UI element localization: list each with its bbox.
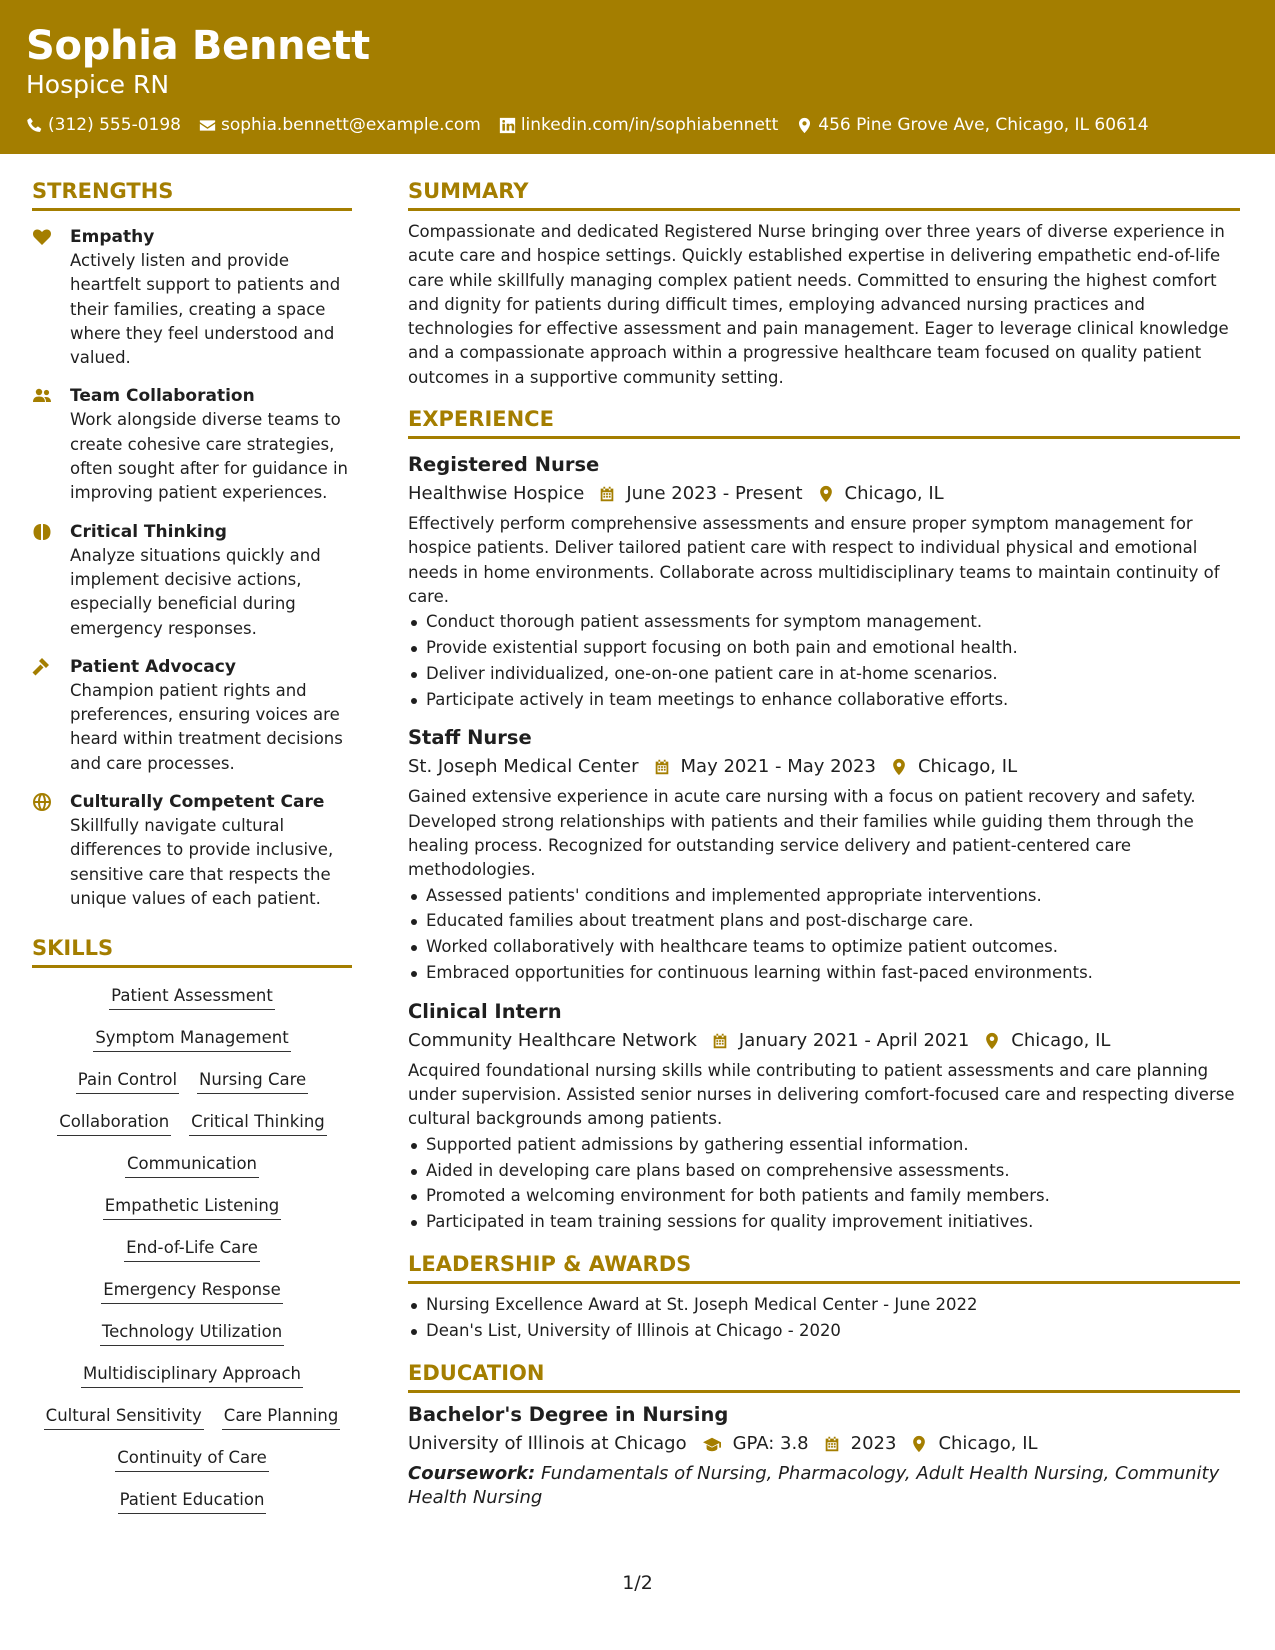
strength-desc: Champion patient rights and preferences, ensuring voices are heard within treatment decisions and care processes.: [70, 680, 343, 773]
location-pin-icon: [817, 485, 835, 503]
strength-desc: Skillfully navigate cultural differences to provide inclusive, sensitive care that respects the unique values of each patient.: [70, 816, 334, 908]
job-company: Healthwise Hospice: [408, 483, 585, 505]
job-bullet: Embraced opportunities for continuous learning within fast-paced environments.: [408, 960, 1240, 986]
job-description: Acquired foundational nursing skills while contributing to patient assessments and care planning under supervision. Assisted senior nurses in delivering comfort-focused care and respecting diverse cultural backgrounds among patients.: [408, 1060, 1235, 1129]
strength-item: [32, 655, 352, 776]
strength-title: Empathy: [70, 227, 155, 247]
job-company: St. Joseph Medical Center: [408, 756, 639, 778]
job-entry: [408, 451, 1240, 712]
users-icon: [32, 386, 52, 406]
job-location: Chicago, IL: [917, 756, 1018, 778]
grad-year: 2023: [850, 1432, 897, 1454]
job-bullet: Supported patient admissions by gathering essential information.: [408, 1132, 1240, 1158]
job-dates: January 2021 - April 2021: [738, 1029, 970, 1051]
skill-tag: Patient Education: [118, 1489, 267, 1514]
job-description: Gained extensive experience in acute care nursing with a focus on patient recovery and safety. Developed strong relationships with patients and their families while guiding them through the healing process. Recognized for outstanding service delivery and patient-centered care methodologies.: [408, 787, 1196, 880]
skill-tag: Multidisciplinary Approach: [81, 1363, 303, 1388]
award-item: Nursing Excellence Award at St. Joseph Medical Center - June 2022: [408, 1292, 1240, 1318]
job-bullets: [408, 1132, 1240, 1235]
strength-desc: Actively listen and provide heartfelt support to patients and their families, creating a space where they feel understood and valued.: [70, 251, 341, 368]
job-meta: [408, 479, 1240, 509]
skill-tag: End-of-Life Care: [124, 1237, 260, 1262]
contact-email[interactable]: [199, 114, 481, 136]
experience-heading: EXPERIENCE: [408, 406, 1240, 439]
skill-tag: Collaboration: [57, 1111, 171, 1136]
strength-desc: Analyze situations quickly and implement decisive actions, especially beneficial during emergency responses.: [70, 545, 321, 638]
job-bullet: Provide existential support focusing on both pain and emotional health.: [408, 635, 1240, 661]
heart-icon: [32, 227, 52, 247]
skill-tag: Continuity of Care: [115, 1447, 268, 1472]
address-text: 456 Pine Grove Ave, Chicago, IL 60614: [818, 115, 1149, 135]
page-number: 1/2: [622, 1572, 653, 1594]
gavel-icon: [32, 657, 52, 677]
location-pin-icon: [796, 117, 813, 134]
strength-title: Culturally Competent Care: [70, 792, 325, 813]
education-heading: EDUCATION: [408, 1360, 1240, 1393]
strength-item: [32, 225, 352, 370]
graduation-cap-icon: [701, 1435, 723, 1453]
skills-list: [32, 985, 352, 1514]
job-bullet: Participated in team training sessions for quality improvement initiatives.: [408, 1209, 1240, 1235]
right-column: [408, 178, 1240, 1510]
calendar-icon: [823, 1435, 841, 1453]
skill-tag: Technology Utilization: [100, 1321, 284, 1346]
job-bullet: Conduct thorough patient assessments for symptom management.: [408, 609, 1240, 635]
skills-heading: SKILLS: [32, 935, 352, 968]
calendar-icon: [653, 758, 671, 776]
linkedin-icon: [499, 117, 516, 134]
phone-text: (312) 555-0198: [48, 115, 181, 135]
strength-item: [32, 520, 352, 641]
brain-icon: [32, 522, 52, 542]
skill-tag: Empathetic Listening: [103, 1195, 282, 1220]
award-item: Dean's List, University of Illinois at Chicago - 2020: [408, 1318, 1240, 1344]
candidate-role: Hospice RN: [26, 70, 170, 99]
job-location: Chicago, IL: [1011, 1029, 1111, 1051]
education-entry: [408, 1401, 1240, 1510]
candidate-name: Sophia Bennett: [26, 23, 370, 69]
job-bullet: Educated families about treatment plans and post-discharge care.: [408, 908, 1240, 934]
job-company: Community Healthcare Network: [408, 1029, 697, 1051]
skill-tag: Symptom Management: [93, 1027, 290, 1052]
left-column: [32, 178, 352, 1514]
job-bullets: [408, 883, 1240, 986]
skill-tag: Cultural Sensitivity: [44, 1405, 204, 1430]
job-dates: June 2023 - Present: [626, 483, 803, 505]
job-bullets: [408, 609, 1240, 712]
degree-title: Bachelor's Degree in Nursing: [408, 1402, 729, 1426]
linkedin-text: linkedin.com/in/sophiabennett: [520, 115, 779, 135]
strength-desc: Work alongside diverse teams to create cohesive care strategies, often sought after for guidance in improving patient experiences.: [70, 410, 349, 503]
job-bullet: Aided in developing care plans based on comprehensive assessments.: [408, 1158, 1240, 1184]
awards-heading: LEADERSHIP & AWARDS: [408, 1251, 1240, 1284]
job-entry: [408, 724, 1240, 985]
job-bullet: Promoted a welcoming environment for both patients and family members.: [408, 1183, 1240, 1209]
job-bullet: Deliver individualized, one-on-one patient care in at-home scenarios.: [408, 661, 1240, 687]
skill-tag: Emergency Response: [101, 1279, 283, 1304]
job-title: Staff Nurse: [408, 726, 532, 750]
job-location: Chicago, IL: [844, 483, 944, 505]
contact-linkedin[interactable]: [499, 114, 778, 136]
contact-bar: [26, 114, 1249, 136]
contact-address: [796, 114, 1148, 136]
contact-phone[interactable]: [26, 114, 181, 136]
location-pin-icon: [890, 758, 908, 776]
resume-header: [0, 0, 1275, 154]
strength-title: Patient Advocacy: [70, 656, 236, 677]
skill-tag: Patient Assessment: [109, 985, 275, 1010]
globe-icon: [32, 792, 52, 812]
job-bullet: Worked collaboratively with healthcare teams to optimize patient outcomes.: [408, 934, 1240, 960]
strength-title: Critical Thinking: [70, 521, 227, 542]
skill-tag: Care Planning: [222, 1405, 341, 1430]
skill-tag: Critical Thinking: [189, 1111, 327, 1136]
strengths-heading: STRENGTHS: [32, 178, 352, 211]
skill-tag: Pain Control: [76, 1069, 179, 1094]
summary-text: Compassionate and dedicated Registered Nurse bringing over three years of diverse experience in acute care and hospice settings. Quickly established expertise in delivering empathetic end-of-life care while skillfully managing complex patient needs. Committed to ensuring the highest comfort and dignity for patients during difficult times, employing advanced nursing practices and technologies for effective assessment and pain management. Eager to leverage clinical knowledge and a compassionate approach within a progressive healthcare team focused on quality patient outcomes in a supportive community setting.: [408, 222, 1229, 387]
phone-icon: [26, 117, 43, 134]
awards-list: [408, 1292, 1240, 1344]
job-bullet: Participate actively in team meetings to enhance collaborative efforts.: [408, 687, 1240, 713]
job-description: Effectively perform comprehensive assessments and ensure proper symptom management for hospice patients. Deliver tailored patient care with respect to individual physical and emotional needs in home environments. Collaborate across multidisciplinary teams to maintain continuity of care.: [408, 514, 1220, 606]
skill-tag: Nursing Care: [197, 1069, 308, 1094]
calendar-icon: [598, 485, 616, 503]
job-meta: [408, 1026, 1240, 1056]
job-title: Registered Nurse: [408, 453, 600, 477]
email-text: sophia.bennett@example.com: [220, 115, 481, 135]
strength-item: [32, 790, 352, 911]
school-name: University of Illinois at Chicago: [408, 1432, 687, 1454]
summary-heading: SUMMARY: [408, 178, 1240, 211]
job-dates: May 2021 - May 2023: [680, 756, 876, 778]
location-pin-icon: [910, 1435, 928, 1453]
coursework-list: Fundamentals of Nursing, Pharmacology, Adult Health Nursing, Community Health Nursing: [408, 1462, 1220, 1508]
job-meta: [408, 752, 1240, 782]
job-bullet: Assessed patients' conditions and implemented appropriate interventions.: [408, 883, 1240, 909]
job-title: Clinical Intern: [408, 999, 562, 1023]
skill-tag: Communication: [125, 1153, 259, 1178]
gpa-text: GPA: 3.8: [732, 1432, 809, 1454]
calendar-icon: [711, 1032, 729, 1050]
coursework: [408, 1462, 1240, 1510]
school-location: Chicago, IL: [938, 1432, 1038, 1454]
location-pin-icon: [983, 1032, 1001, 1050]
education-meta: [408, 1429, 1240, 1459]
strength-title: Team Collaboration: [70, 386, 255, 407]
strength-item: [32, 384, 352, 505]
coursework-label: Coursework:: [408, 1462, 536, 1484]
job-entry: [408, 998, 1240, 1235]
envelope-icon: [199, 117, 216, 134]
